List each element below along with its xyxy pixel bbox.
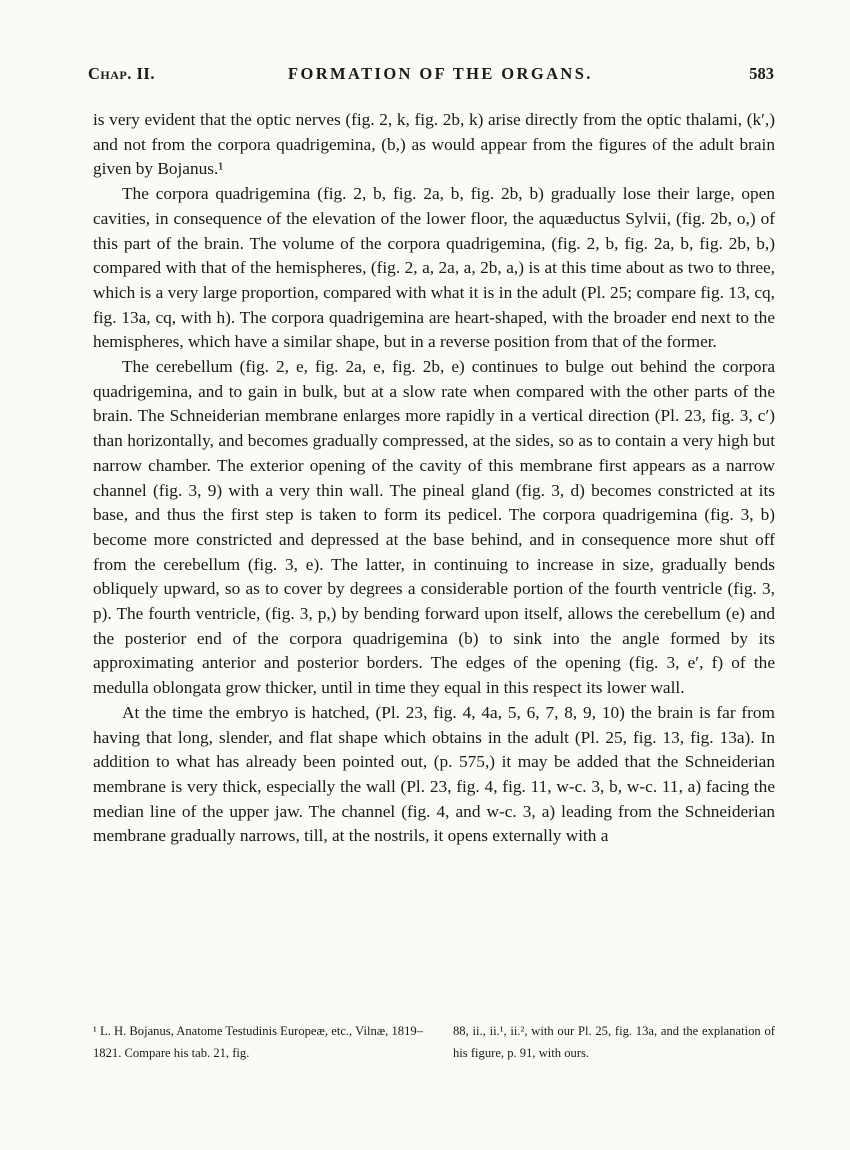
footnote-right-column: 88, ii., ii.¹, ii.², with our Pl. 25, fig. 13a, and the explanation of his figure, p. 91, with ours. <box>453 1024 775 1060</box>
paragraph-hatched-embryo: At the time the embryo is hatched, (Pl. 23, fig. 4, 4a, 5, 6, 7, 8, 9, 10) the brain is far from having that long, slender, and flat shape which obtains in the adult (Pl. 25, fig. 13, fig. 13a). In addition to what has already been pointed out, (p. 575,) it may be added that the Schneiderian membrane is very thick, especially the wall (Pl. 23, fig. 4, fig. 11, w-c. 3, b, w-c. 11, a) facing the median line of the upper jaw. The channel (fig. 4, and w-c. 3, a) leading from the Schneiderian membrane gradually narrows, till, at the nostrils, it opens externally with a <box>93 702 775 846</box>
paragraph-cerebellum: The cerebellum (fig. 2, e, fig. 2a, e, fig. 2b, e) continues to bulge out behind the corpora quadrigemina, and to gain in bulk, but at a slow rate when compared with the other parts of the brain. The Schneiderian membrane enlarges more rapidly in a vertical direction (Pl. 23, fig. 3, c′) than horizontally, and becomes gradually compressed, at the sides, so as to contain a very high but narrow chamber. The exterior opening of the cavity of this membrane first appears as a narrow channel (fig. 3, 9) with a very thin wall. The pineal gland (fig. 3, d) becomes constricted at its base, and thus the first step is taken to form its pedicel. The corpora quadrigemina (fig. 3, b) become more constricted and depressed at the base behind, and in consequence more shut off from the cerebellum (fig. 3, e). The latter, in continuing to increase in size, gradually bends obliquely upward, so as to cover by degrees a considerable portion of the fourth ventricle (fig. 3, p). The fourth ventricle, (fig. 3, p,) by bending forward upon itself, allows the cerebellum (e) and the posterior end of the corpora quadrigemina (b) to sink into the angle formed by its approximating anterior and posterior borders. The edges of the opening (fig. 3, e′, f) of the medulla oblongata grow thicker, until in time they equal in this respect its lower wall. <box>93 357 775 698</box>
body-text <box>93 108 775 849</box>
footnotes <box>93 1020 775 1064</box>
footnote-left-column: ¹ L. H. Bojanus, Anatome Testudinis Europeæ, etc., Vilnæ, 1819–1821. Compare his tab. 21, fig. <box>93 1024 423 1060</box>
page-number: 583 <box>749 64 774 83</box>
paragraph-corpora-quadrigemina: The corpora quadrigemina (fig. 2, b, fig. 2a, b, fig. 2b, b) gradually lose their large, open cavities, in consequence of the elevation of the lower floor, the aquæductus Sylvii, (fig. 2b, o,) of this part of the brain. The volume of the corpora quadrigemina, (fig. 2, b, fig. 2a, b, fig. 2b, b,) compared with that of the hemispheres, (fig. 2, a, 2a, a, 2b, a,) is at this time about as two to three, which is a very large proportion, compared with what it is in the adult (Pl. 25; compare fig. 13, cq, fig. 13a, cq, with h). The corpora quadrigemina are heart-shaped, with the broader end next to the hemispheres, which have a similar shape, but in a reverse position from that of the former. <box>93 184 775 352</box>
paragraph-continuation: is very evident that the optic nerves (fig. 2, k, fig. 2b, k) arise directly from the optic thalami, (k′,) and not from the corpora quadrigemina, (b,) as would appear from the figures of the adult brain given by Bojanus.¹ <box>93 110 775 179</box>
page-header <box>88 64 774 88</box>
chapter-label: Chap. II. <box>88 64 155 83</box>
running-title: FORMATION OF THE ORGANS. <box>288 64 593 83</box>
